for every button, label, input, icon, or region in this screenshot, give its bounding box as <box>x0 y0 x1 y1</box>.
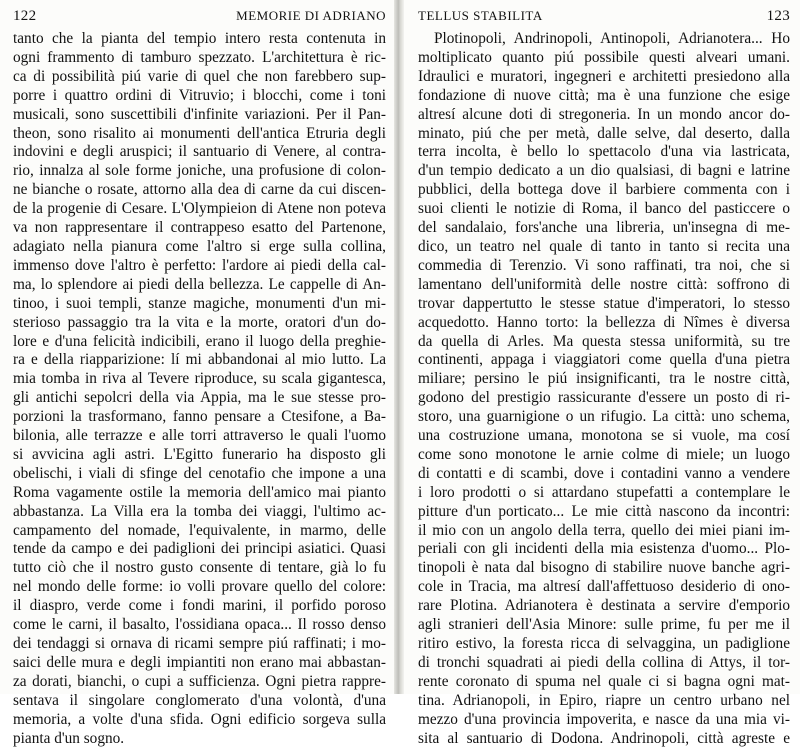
text-line: tanto che la pianta del tempio intero resta contenuta in <box>13 30 386 47</box>
text-line: di contatti e di scambi, dove i contadini vanno a vendere <box>418 464 790 482</box>
text-line: commedia di Terenzio. Vi sono raffinati, tra noi, che si <box>418 256 790 274</box>
left-running-head <box>13 8 386 30</box>
text-line: pianta d'un sogno. <box>13 729 125 747</box>
text-line: lamentano dell'uniformità delle nostre città: soffrono di <box>418 275 790 293</box>
text-line: Idraulici e muratori, ingegneri e architetti presiedono alla <box>418 67 790 85</box>
text-line: dei tendaggi si ornava di ricami sempre piú raffinati; i mo- <box>13 635 386 652</box>
text-line: adagiato nella pianura come l'altro si erge sulla collina, <box>13 237 386 255</box>
text-line: ritiro estivo, la foresta ricca di selvaggina, un padiglione <box>418 635 790 652</box>
book-gutter <box>394 0 404 694</box>
text-line: va non rappresentare il contrappeso esatto del Partenone, <box>13 219 386 237</box>
text-line: Plotinopoli, Andrinopoli, Antinopoli, Adrianotera... Ho <box>434 30 790 47</box>
right-page-text <box>418 30 790 748</box>
text-line: godono del prestigio rassicurante d'essere un posto di ri- <box>418 389 790 407</box>
right-running-title: TELLUS STABILITA <box>418 8 543 23</box>
right-page-number: 123 <box>766 8 790 24</box>
text-line: za dorati, bianchi, o cupi a sufficienza. Ogni pietra rappre- <box>13 672 386 690</box>
text-line: gli antichi sepolcri della via Appia, ma le sue stesse pro- <box>13 389 386 407</box>
text-line: ca di possibilità piú varie di quel che non farebbero sup- <box>13 67 386 85</box>
text-line: rente coronato di spuma nel quale ci si bagna ogni mat- <box>418 672 790 690</box>
text-line: de la progenie di Cesare. L'Olympieion di Atene non poteva <box>13 200 386 218</box>
text-line: d'un tempio dedicato a un dio qualsiasi, di bagni e latrine <box>418 162 790 180</box>
text-line: campamento del nomade, l'equivalente, in marmo, delle <box>13 521 386 539</box>
text-line: indovini e degli aruspici; il santuario di Venere, al contra- <box>13 143 386 161</box>
text-line: storo, una guarnigione o un rifugio. La città: uno schema, <box>418 408 790 426</box>
text-line: ra e della riapparizione: lí mi abbandonai al mio lutto. La <box>13 351 386 369</box>
text-line: si avvicina agli astri. L'Egitto funerario ha disposto gli <box>13 445 386 463</box>
text-line: i loro prodotti o si attardano stupefatti a contemplare le <box>418 483 790 501</box>
text-line: terra incolta, è bello lo spettacolo d'una via lastricata, <box>418 143 790 161</box>
text-line: porzioni la trasformano, fanno pensare a Ctesifone, a Ba- <box>13 408 386 426</box>
text-line: da quella di Arles. Ma questa stessa uniformità, su tre <box>418 332 790 350</box>
text-line: il diaspro, verde come i fondi marini, il porfido poroso <box>13 597 386 615</box>
text-line: Roma vagamente ostile la memoria dell'amico mai pianto <box>13 483 386 501</box>
left-page-text <box>13 30 386 748</box>
right-running-head <box>418 8 790 30</box>
text-line: ogni frammento di tamburo spezzato. L'architettura è ric- <box>13 48 386 66</box>
text-line: pitture d'un porticato... Le mie città nascono da incontri: <box>418 502 790 520</box>
text-line: mezzo d'una provincia impoverita, e nasce da una mia vi- <box>418 710 790 728</box>
text-line: tinopoli è nata dal bisogno di stabilire nuove banche agri- <box>418 559 790 577</box>
text-line: agli stranieri dell'Asia Minore: sulle prime, fu per me il <box>418 616 790 634</box>
text-line: di tronchi squadrati ai piedi della collina di Attys, il tor- <box>418 653 790 671</box>
text-line: continenti, appaga i viaggiatori come quella d'una pietra <box>418 351 790 369</box>
text-line: del sandalaio, fors'anche una libreria, un'insegna di me- <box>418 219 790 237</box>
text-line: porre i quattro ordini di Vitruvio; i blocchi, come i toni <box>13 86 386 104</box>
text-line: miliare; persino le piú insignificanti, tra le nostre città, <box>418 370 790 388</box>
text-line: acquedotto. Hanno torto: la bellezza di Nîmes è diversa <box>418 313 790 331</box>
text-line: periali con gli incidenti della mia esistenza d'uomo... Plo- <box>418 540 790 558</box>
text-line: saici delle mura e degli impiantiti non erano mai abbastan- <box>13 653 386 671</box>
text-line: tende da campo e dei padiglioni dei principi asiatici. Quasi <box>13 540 386 558</box>
text-line: sentava il singolare conglomerato d'una volontà, d'una <box>13 691 386 709</box>
text-line: sterioso passaggio tra la vita e la morte, oratori d'un do- <box>13 313 386 331</box>
text-line: lore e d'una felicità indicibili, erano il luogo della preghie- <box>13 332 386 350</box>
text-line: tina. Adrianopoli, in Epiro, riapre un centro urbano nel <box>418 691 790 709</box>
text-line: obelischi, i viali di sfinge del cenotafio che impone a una <box>13 464 386 482</box>
text-line: immenso dove l'altro è perfetto: l'ardore ai piedi della cal- <box>13 256 386 274</box>
text-line: pubblici, della bottega dove il barbiere commenta con i <box>418 181 790 199</box>
text-line: dico, un teatro nel quale di tanto in tanto si recita una <box>418 237 790 255</box>
text-line: abbastanza. La Villa era la tomba dei viaggi, l'ultimo ac- <box>13 502 386 520</box>
text-line: ma, lo splendore ai piedi della bellezza. Le cappelle di An- <box>13 275 386 293</box>
text-line: una costruzione umana, monotona se si vuole, ma cosí <box>418 427 790 445</box>
text-line: musicali, sono suscettibili d'infinite variazioni. Per il Pan- <box>13 105 386 123</box>
right-page <box>398 0 800 747</box>
text-line: cole in Tracia, ma altresí dall'affettuoso desiderio di ono- <box>418 578 790 596</box>
text-line: nel mondo delle forme: io volli provare quello del colore: <box>13 578 386 596</box>
text-line: sita al santuario di Dodona. Andrinopoli, città agreste e <box>418 729 790 747</box>
text-line: theon, sono risalito ai monumenti dell'antica Etruria degli <box>13 124 386 142</box>
text-line: mia tomba in riva al Tevere riproduce, su scala gigantesca, <box>13 370 386 388</box>
text-line: suoi clienti le notizie di Roma, il banco del pasticcere o <box>418 200 790 218</box>
left-page <box>0 0 398 747</box>
text-line: come sono monotone le arnie colme di miele; un luogo <box>418 445 790 463</box>
text-line: bilonia, alle terrazze e alle torri attraverso le quali l'uomo <box>13 427 386 445</box>
text-line: minato, piú che per metà, dalle selve, dal deserto, dalla <box>418 124 790 142</box>
text-line: ne bianche o rosate, attorno alla dea di carne da cui discen- <box>13 181 386 199</box>
text-line: tinoo, i suoi templi, stanze magiche, monumenti d'un mi- <box>13 294 386 312</box>
left-page-number: 122 <box>13 8 37 24</box>
text-line: trovar dappertutto le stesse statue d'imperatori, lo stesso <box>418 294 790 312</box>
text-line: memoria, a volte d'una sfida. Ogni edificio sorgeva sulla <box>13 710 386 728</box>
left-running-title: MEMORIE DI ADRIANO <box>236 8 386 23</box>
text-line: il mio con un angolo della terra, quello dei miei piani im- <box>418 521 790 539</box>
text-line: come le carni, il basalto, l'ossidiana opaca... Il rosso denso <box>13 616 386 634</box>
text-line: fondazione di nuove città; ma è una funzione che esige <box>418 86 790 104</box>
text-line: moltiplicato quanto piú possibile questi alveari umani. <box>418 48 790 66</box>
text-line: altresí alcune doti di stregoneria. In un mondo ancor do- <box>418 105 790 123</box>
text-line: tutto ciò che il nostro gusto consente di tentare, già lo fu <box>13 559 386 577</box>
text-line: rio, innalza al sole forme joniche, una profusione di colon- <box>13 162 386 180</box>
text-line: rare Plotina. Adrianotera è destinata a servire d'emporio <box>418 597 790 615</box>
